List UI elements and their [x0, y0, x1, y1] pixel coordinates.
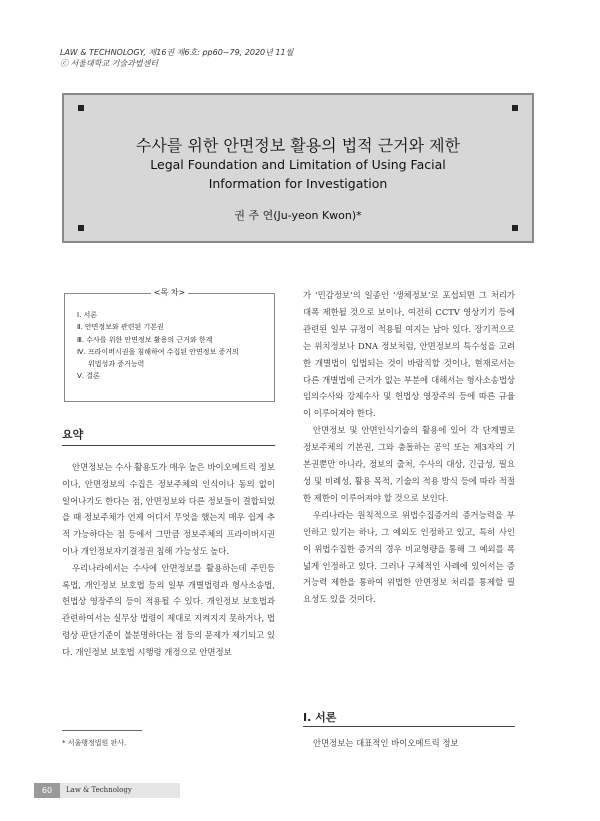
abstract-paragraph: 안면정보는 수사 활용도가 매우 높은 바이오메트릭 정보이나, 안면정보의 수집은 정보주체의 인식이나 동의 없이 일어나기도 한다는 점, 안면정보와 다른 정보들이 결합되었을 때 정보주체가 언제 어디서 무엇을 했는지 매우 쉽게 추적 가능하다는 점 등에서 그만큼 정보주체의 프라이버시권이나 개인정보자기결정권 침해 가능성도 높다. [62, 462, 275, 556]
corner-square-icon [512, 105, 518, 111]
introduction-text: 안면정보는 대표적인 바이오메트릭 정보 [313, 738, 459, 748]
copyright-notice: ⓒ 서울대학교 기술과법센터 [60, 59, 159, 68]
toc-item: 위법성과 증거능력 [88, 360, 145, 369]
toc-item: Ⅳ. 프라이버시권을 침해하여 수집된 안면정보 증거의 [77, 347, 239, 356]
table-of-contents [64, 288, 275, 402]
toc-item: Ⅱ. 안면정보와 관련된 기본권 [77, 323, 164, 332]
section-heading: Ⅰ. 서론 [303, 711, 337, 724]
abstract-body [62, 459, 275, 661]
journal-header [60, 47, 293, 69]
toc-title: <목 차> [65, 287, 274, 298]
footnote-divider [62, 730, 142, 731]
abstract-paragraph: 가 ‘민감정보’의 일종인 ‘생체정보’로 포섭되면 그 처리가 대폭 제한될 것으로 보이나, 여전히 CCTV 영상기기 등에 관련된 일부 규정이 적용될 여지는 남아 있다. 장기적으로는 위치정보나 DNA 정보처럼, 안면정보의 특수성을 고려한 개별법이 입법되는 것이 바람직할 것이나, 현재로서는 다른 개별법에 근거가 없는 부분에 대해서는 형사소송법상 임의수사와 강제수사 및 헌법상 영장주의 등에 따른 규율이 이루어져야 한다. [303, 290, 515, 419]
toc-item: Ⅰ. 서론 [77, 311, 98, 319]
footnote: * 서울행정법원 판사. [62, 739, 127, 747]
toc-item: Ⅲ. 수사를 위한 안면정보 활용의 근거와 한계 [77, 335, 213, 344]
page-number: 60 [34, 783, 60, 798]
heading-divider [62, 445, 275, 446]
footer-journal-name: Law & Technology [66, 786, 132, 794]
abstract-paragraph: 우리나라는 원칙적으로 위법수집증거의 증거능력을 부인하고 있기는 하나, 그 예외도 인정하고 있고, 특히 사인이 위법수집한 증거의 경우 비교형량을 통해 그 예외를 폭넓게 인정하고 있다. 그러나 구체적인 사례에 있어서는 증거능력 제한을 통하여 위법한 안면정보 처리를 통제할 필요성도 있을 것이다. [303, 509, 515, 605]
toc-list [77, 309, 268, 383]
english-title: Legal Foundation and Limitation of Using Facial Information for Investigation [150, 157, 446, 191]
journal-citation: LAW & TECHNOLOGY, 제16권 제6호: pp60~79, 2020년 11월 [60, 48, 294, 57]
author-name: 권 주 연(Ju-yeon Kwon)* [234, 209, 362, 222]
abstract-continued [303, 287, 515, 608]
abstract-paragraph: 안면정보 및 안면인식기술의 활용에 있어 각 단계별로 정보주체의 기본권, 그와 충돌하는 공익 또는 제3자의 기본권뿐만 아니라, 정보의 출처, 수사의 대상, 긴급성, 필요성 및 비례성, 활용 목적, 기술의 적용 방식 등에 따라 적절한 제한이 이루어져야 할 것으로 보인다. [303, 425, 515, 503]
heading-divider [303, 726, 515, 727]
korean-title: 수사를 위한 안면정보 활용의 법적 근거와 제한 [135, 136, 461, 155]
corner-square-icon [78, 105, 84, 111]
corner-square-icon [512, 225, 518, 231]
abstract-paragraph: 우리나라에서는 수사에 안면정보를 활용하는데 주민등록법, 개인정보 보호법 등의 일부 개별법령과 형사소송법, 헌법상 영장주의 등이 적용될 수 있다. 개인정보 보호법과 관련하여서는 실무상 법령이 제대로 지켜지지 못하거나, 법령상 판단기준이 불분명하다는 점 등의 문제가 제기되고 있다. 개인정보 보호법 시행령 개정으로 안면정보 [62, 562, 275, 657]
toc-item: Ⅴ. 결론 [77, 372, 100, 381]
title-box [62, 93, 534, 243]
abstract-heading: 요약 [62, 428, 84, 441]
corner-square-icon [78, 225, 84, 231]
